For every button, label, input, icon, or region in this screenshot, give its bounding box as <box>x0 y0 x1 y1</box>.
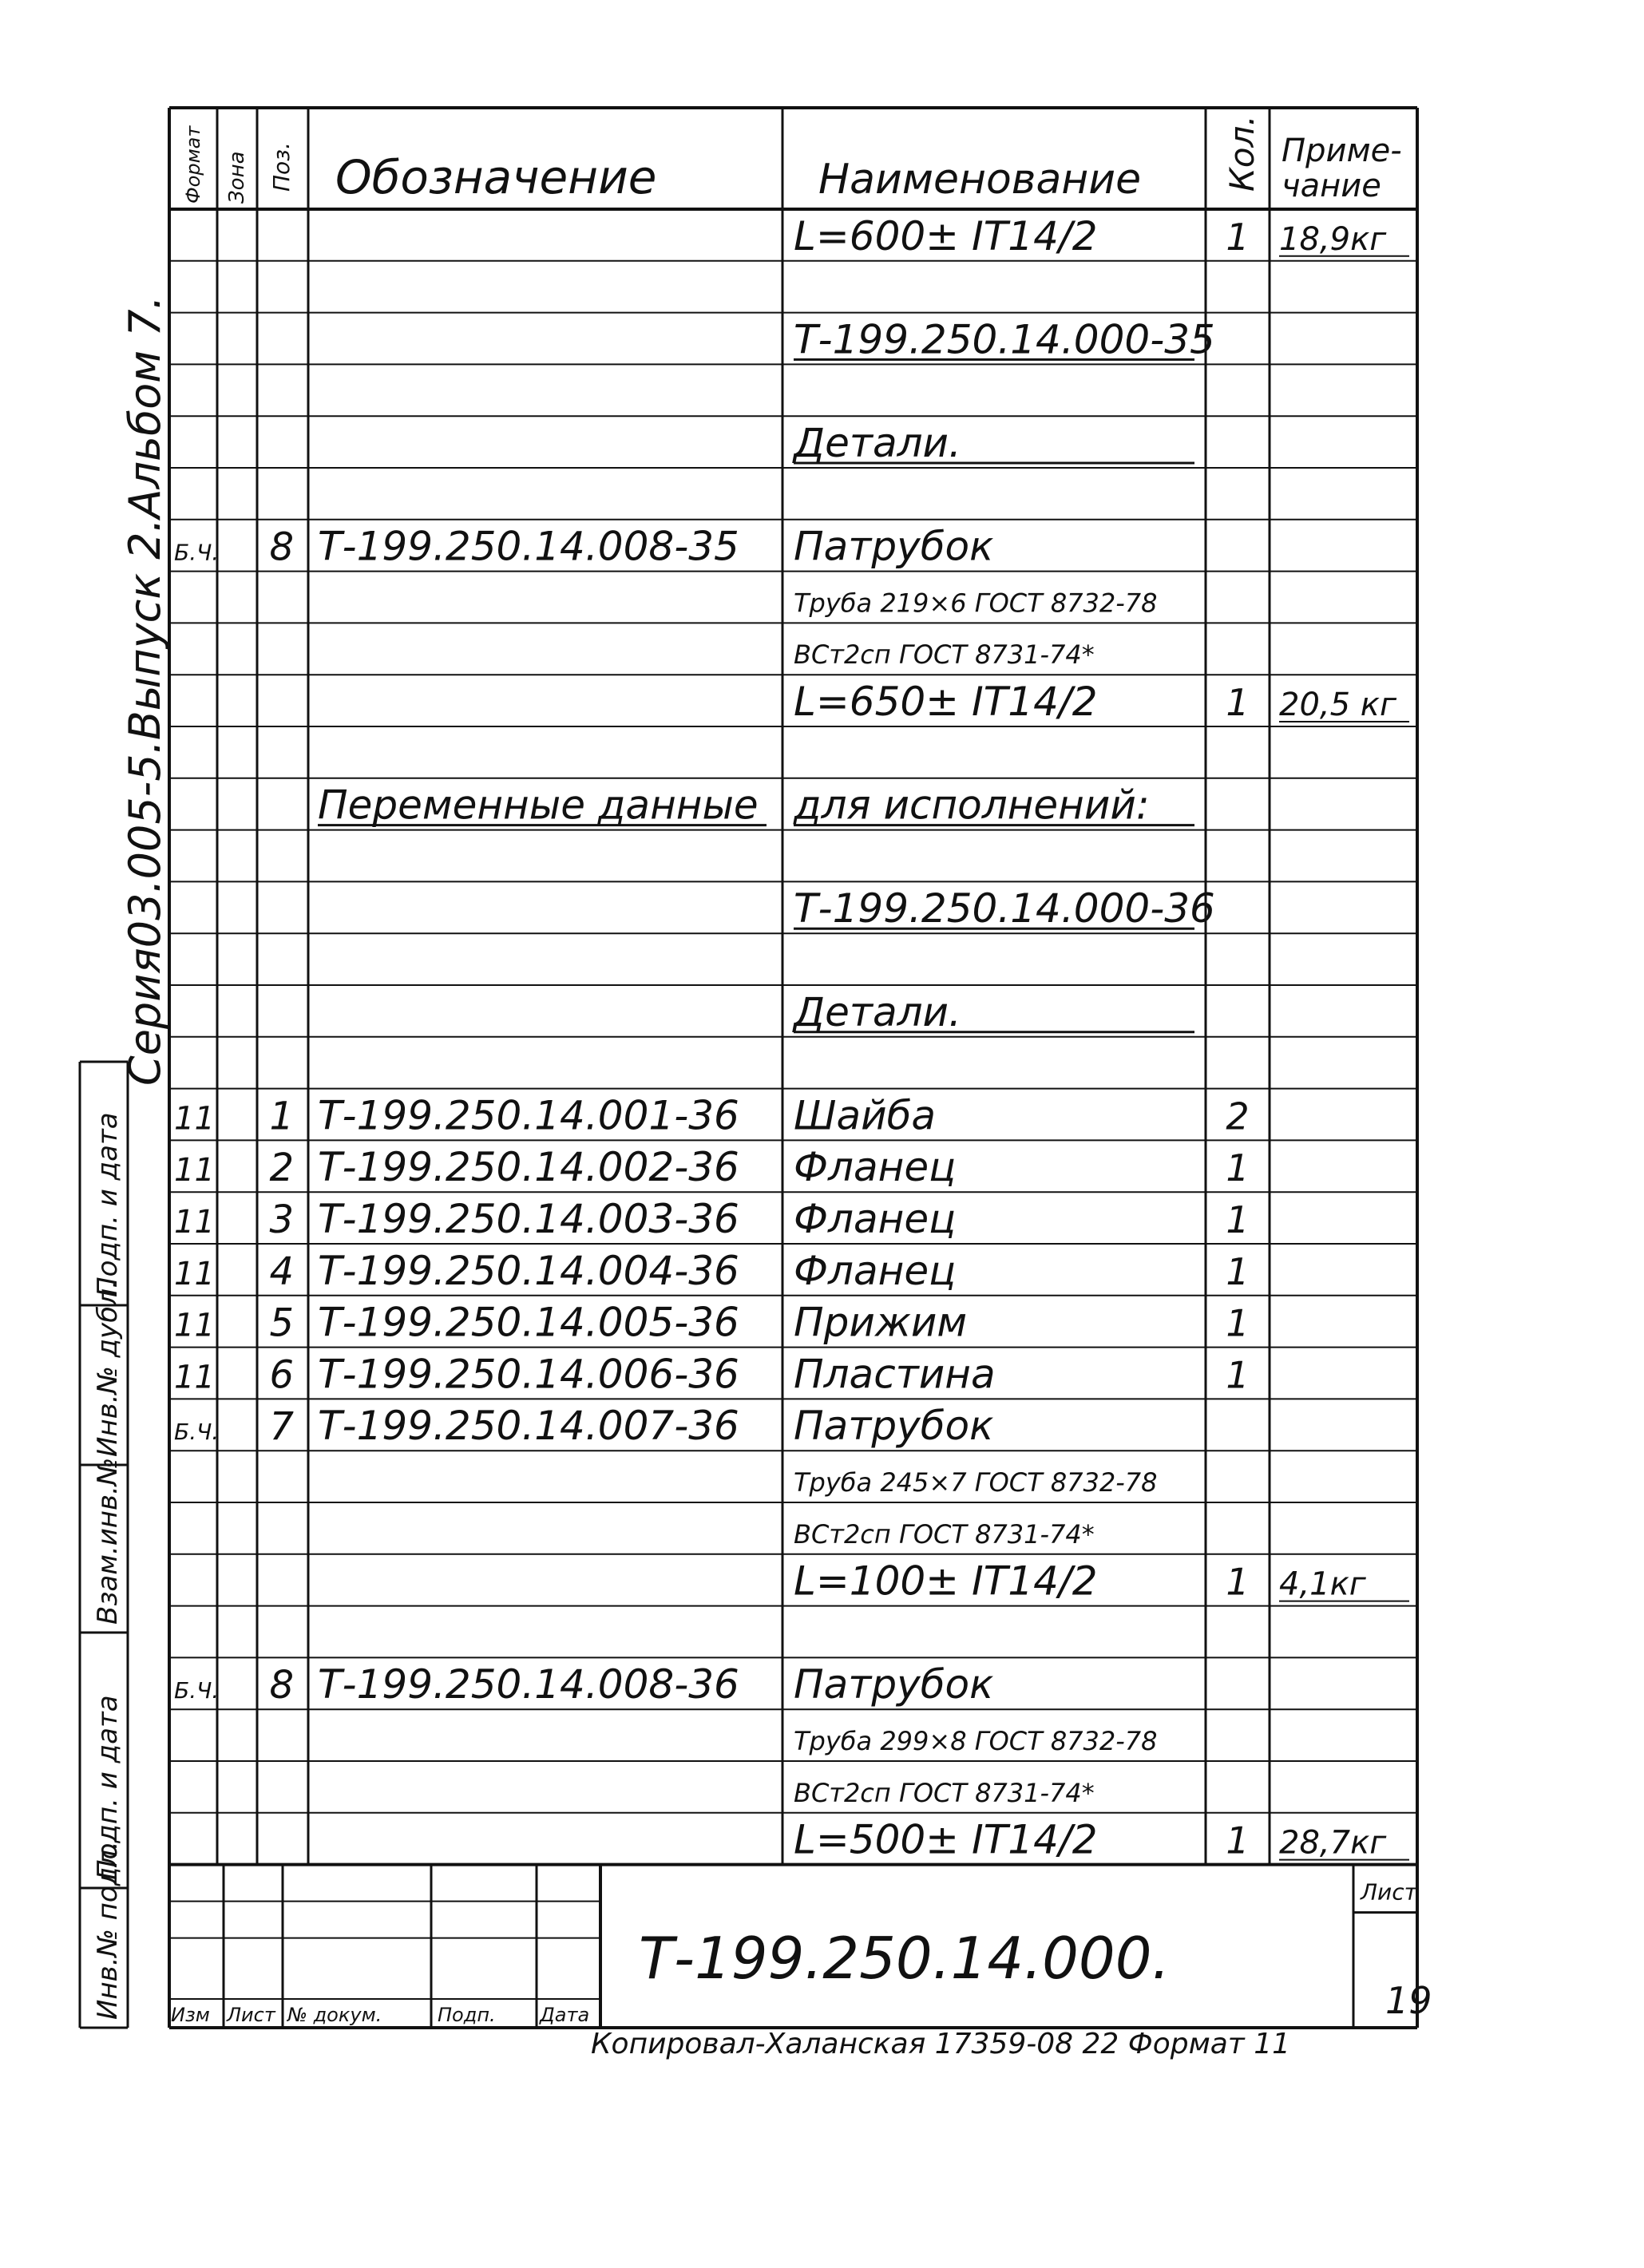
row-format: 11 <box>174 1204 215 1241</box>
row-name: ВСт2сп ГОСТ 8731-74* <box>794 1777 1095 1808</box>
row-designation: Т-199.250.14.004-36 <box>318 1247 739 1294</box>
row-format: Б.Ч. <box>174 1677 220 1704</box>
title-block-designation: Т-199.250.14.000. <box>639 1925 1171 1992</box>
header-designation: Обозначение <box>335 150 657 204</box>
row-pos: 1 <box>269 1094 294 1139</box>
row-format: 11 <box>174 1255 215 1292</box>
title-block-label: Лист <box>227 2004 275 2026</box>
header-zone: Зона <box>225 151 249 204</box>
row-name: Т-199.250.14.000-36 <box>794 885 1215 932</box>
row-qty: 2 <box>1226 1094 1250 1138</box>
row-name: для исполнений: <box>794 782 1150 829</box>
header-note-line1: Приме- <box>1282 133 1402 169</box>
row-name: Фланец <box>794 1247 957 1294</box>
row-qty: 1 <box>1226 1819 1250 1862</box>
row-designation: Т-199.250.14.002-36 <box>318 1144 739 1191</box>
row-pos: 8 <box>269 1663 294 1708</box>
title-block-label: Дата <box>540 2004 590 2026</box>
stamp-label: Подп. и дата <box>92 1112 124 1297</box>
row-qty: 1 <box>1226 1146 1250 1190</box>
row-designation: Т-199.250.14.008-36 <box>318 1661 739 1708</box>
row-name: Т-199.250.14.000-35 <box>794 316 1215 363</box>
header-qty: Кол. <box>1222 115 1262 192</box>
row-qty: 1 <box>1226 1353 1250 1397</box>
row-qty: 1 <box>1226 1249 1250 1293</box>
row-format: 11 <box>174 1359 215 1396</box>
row-name: Труба 219×6 ГОСТ 8732-78 <box>794 588 1158 619</box>
series-side-title: Серия03.005-5.Выпуск 2.Альбом 7. <box>120 295 170 1086</box>
row-name: Детали. <box>794 420 961 466</box>
row-designation: Т-199.250.14.005-36 <box>318 1299 739 1346</box>
row-name: ВСт2сп ГОСТ 8731-74* <box>794 639 1095 671</box>
row-pos: 7 <box>269 1404 294 1450</box>
row-note: 28,7кг <box>1279 1824 1387 1862</box>
row-designation: Т-199.250.14.007-36 <box>318 1403 739 1450</box>
row-name: Труба 245×7 ГОСТ 8732-78 <box>794 1467 1158 1498</box>
row-format: 11 <box>174 1152 215 1189</box>
header-pos: Поз. <box>268 142 295 192</box>
row-format: Б.Ч. <box>174 539 220 566</box>
row-pos: 2 <box>269 1146 294 1191</box>
row-name: L=650± IT14/2 <box>794 679 1098 725</box>
row-name: Патрубок <box>794 523 994 570</box>
stamp-label: Инв.№ подл. <box>92 1841 124 2020</box>
row-name: Патрубок <box>794 1403 994 1450</box>
title-block-label: № докум. <box>287 2004 382 2026</box>
row-name: Пластина <box>794 1351 996 1398</box>
row-name: Прижим <box>794 1299 968 1346</box>
row-pos: 6 <box>269 1352 294 1398</box>
stamp-label: Подп. и дата <box>92 1695 124 1880</box>
row-designation: Т-199.250.14.001-36 <box>318 1092 739 1139</box>
row-name: Фланец <box>794 1144 957 1191</box>
row-note: 18,9кг <box>1279 220 1387 258</box>
row-designation: Переменные данные <box>318 782 759 829</box>
stamp-label: Взам.инв.№ <box>92 1457 124 1625</box>
header-note-line2: чание <box>1282 168 1381 204</box>
title-block-label: Подп. <box>438 2004 496 2026</box>
stamp-label: Инв.№ дубл. <box>92 1280 124 1457</box>
row-name: L=100± IT14/2 <box>794 1558 1098 1605</box>
title-block-sheet-number: 19 <box>1385 1979 1432 2022</box>
row-pos: 8 <box>269 524 294 570</box>
row-name: ВСт2сп ГОСТ 8731-74* <box>794 1518 1095 1550</box>
row-qty: 1 <box>1226 681 1250 724</box>
copyist-footer: Копировал-Халанская 17359-08 22 Формат 11 <box>591 2028 1291 2060</box>
row-note: 4,1кг <box>1279 1565 1366 1603</box>
row-format: 11 <box>174 1100 215 1138</box>
row-designation: Т-199.250.14.006-36 <box>318 1351 739 1398</box>
row-note: 20,5 кг <box>1279 687 1396 723</box>
row-pos: 4 <box>269 1249 294 1294</box>
row-name: Патрубок <box>794 1661 994 1708</box>
row-name: L=500± IT14/2 <box>794 1816 1098 1863</box>
title-block-label: Изм <box>171 2004 210 2026</box>
row-name: Детали. <box>794 988 961 1035</box>
row-pos: 3 <box>269 1197 294 1242</box>
row-qty: 1 <box>1226 1301 1250 1345</box>
row-pos: 5 <box>269 1300 294 1346</box>
row-qty: 1 <box>1226 215 1250 259</box>
row-qty: 1 <box>1226 1560 1250 1604</box>
row-designation: Т-199.250.14.003-36 <box>318 1196 739 1242</box>
row-qty: 1 <box>1226 1198 1250 1241</box>
row-designation: Т-199.250.14.008-35 <box>318 523 739 570</box>
row-name: L=600± IT14/2 <box>794 212 1098 259</box>
title-block-sheet-label: Лист <box>1361 1878 1417 1906</box>
row-name: Труба 299×8 ГОСТ 8732-78 <box>794 1726 1158 1756</box>
row-format: Б.Ч. <box>174 1419 220 1446</box>
row-name: Шайба <box>794 1092 937 1139</box>
header-format: Формат <box>182 125 204 204</box>
row-name: Фланец <box>794 1196 957 1242</box>
row-format: 11 <box>174 1307 215 1344</box>
header-name: Наименование <box>818 156 1142 204</box>
